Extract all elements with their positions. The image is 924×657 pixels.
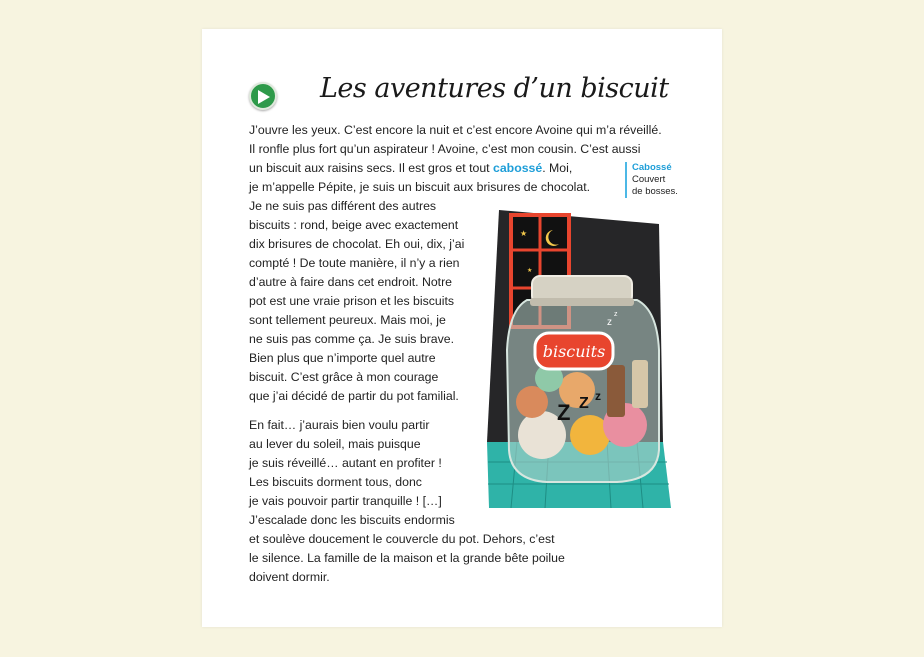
play-audio-button[interactable] [249, 82, 277, 110]
text-line: Les biscuits dorment tous, donc [249, 475, 422, 489]
text-line: que j’ai décidé de partir du pot familial. [249, 389, 459, 403]
text-line: pot est une vraie prison et les biscuits [249, 294, 455, 308]
text-line: biscuit. C’est grâce à mon courage [249, 370, 439, 384]
text-line: d’autre à faire dans cet endroit. Notre [249, 275, 453, 289]
text-line: je vais pouvoir partir tranquille ! […] [249, 494, 442, 508]
snore-text: Z [557, 400, 571, 425]
text-line: En fait… j’aurais bien voulu partir [249, 418, 430, 432]
text-line: Il ronfle plus fort qu’un aspirateur ! Avoine, c’est mon cousin. C’est aussi [249, 142, 641, 156]
cookie-jar-illustration [487, 210, 674, 508]
text-line: Je ne suis pas différent des autres [249, 199, 437, 213]
book-page [202, 29, 722, 627]
text-line: biscuits : rond, beige avec exactement [249, 218, 459, 232]
snore-text: Z [579, 395, 589, 412]
glossary-definition: de bosses. [632, 186, 678, 197]
snore-text: z [607, 317, 612, 328]
play-icon [257, 89, 271, 105]
cookie [632, 360, 648, 408]
snore-text: z [595, 389, 601, 403]
text-line: et soulève doucement le couvercle du pot. Dehors, c’est [249, 532, 555, 546]
text-line [249, 159, 572, 178]
jar-label-text: biscuits [542, 342, 606, 361]
text-line: je suis réveillé… autant en profiter ! [249, 456, 442, 470]
text-line: le silence. La famille de la maison et la grande bête poilue [249, 551, 565, 565]
text-line: doivent dormir. [249, 570, 330, 584]
glossary-note [625, 162, 678, 198]
text-line: ne suis pas comme ça. Je suis brave. [249, 332, 455, 346]
text-line: J’escalade donc les biscuits endormis [249, 513, 455, 527]
text-line: je m’appelle Pépite, je suis un biscuit aux brisures de chocolat. [249, 180, 591, 194]
text-line: sont tellement peureux. Mais moi, je [249, 313, 446, 327]
text-line: dix brisures de chocolat. Eh oui, dix, j’ai [249, 237, 465, 251]
page-title: Les aventures d’un biscuit [320, 73, 669, 104]
text-line: Bien plus que n’importe quel autre [249, 351, 436, 365]
cookie [607, 365, 625, 417]
text-line: au lever du soleil, mais puisque [249, 437, 421, 451]
star-icon: ★ [527, 268, 533, 274]
text-segment: . Moi, [542, 161, 573, 175]
text-line: J’ouvre les yeux. C’est encore la nuit et c’est encore Avoine qui m’a réveillé. [249, 123, 662, 137]
text-line: compté ! De toute manière, il n’y a rien [249, 256, 460, 270]
glossary-term: Cabossé [632, 162, 672, 173]
glossary-term-link[interactable]: cabossé [493, 161, 543, 175]
star-icon: ★ [520, 229, 528, 238]
text-segment: un biscuit aux raisins secs. Il est gros et tout [249, 161, 493, 175]
cookie [516, 386, 548, 418]
snore-text: z [614, 311, 618, 318]
glossary-definition: Couvert [632, 174, 666, 185]
